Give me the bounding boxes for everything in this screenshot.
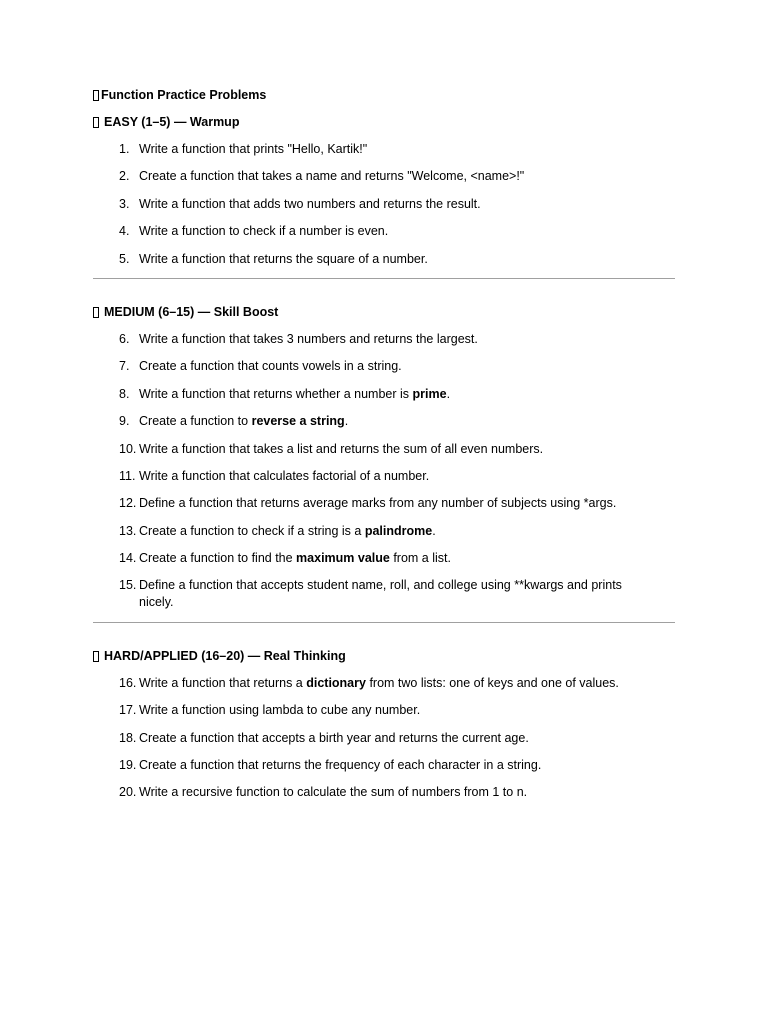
- problem-list-medium: [93, 331, 675, 612]
- item-text-plain-after: .: [446, 386, 451, 401]
- section-heading-medium: [93, 304, 675, 321]
- item-text: [139, 495, 659, 512]
- item-text: [139, 730, 659, 747]
- item-text-bold: dictionary: [306, 675, 366, 690]
- item-number: [93, 251, 139, 268]
- section-heading-easy: [93, 114, 675, 131]
- item-text: [139, 413, 659, 430]
- item-number-text: 13.: [119, 523, 137, 538]
- item-text: [139, 141, 659, 158]
- list-item: [93, 495, 675, 512]
- section-divider: [93, 278, 675, 279]
- item-text: [139, 468, 659, 485]
- item-text: [139, 441, 659, 458]
- item-text-plain: Write a function that returns whether a number is: [139, 386, 413, 401]
- item-text-plain: Write a function that calculates factorial of a number.: [139, 468, 430, 483]
- item-text: [139, 784, 659, 801]
- item-number-text: 5.: [119, 251, 130, 266]
- problem-list-easy: [93, 141, 675, 268]
- missing-glyph-icon: [93, 90, 99, 101]
- item-text: [139, 386, 659, 403]
- item-number: [93, 141, 139, 158]
- item-number-text: 11.: [119, 468, 136, 483]
- section-heading-text: EASY (1–5) — Warmup: [104, 115, 240, 129]
- item-text-plain-after: from two lists: one of keys and one of values.: [365, 675, 619, 690]
- item-number-text: 9.: [119, 414, 130, 429]
- item-text-plain: Define a function that returns average marks from any number of subjects using *args.: [139, 496, 617, 511]
- item-text: [139, 358, 659, 375]
- item-text-plain: Define a function that accepts student name, roll, and college using **kwargs and prints nicely.: [139, 578, 622, 610]
- list-item: [93, 386, 675, 403]
- item-number-text: 17.: [119, 703, 137, 718]
- item-text-bold: prime: [412, 386, 447, 401]
- item-number: [93, 523, 139, 540]
- item-number: [93, 675, 139, 692]
- item-number-text: 16.: [119, 675, 137, 690]
- list-item: [93, 730, 675, 747]
- item-number-text: 2.: [119, 169, 130, 184]
- item-number: [93, 577, 139, 611]
- list-item: [93, 784, 675, 801]
- item-text: [139, 223, 659, 240]
- item-text-plain: Create a function to find the: [139, 551, 297, 566]
- item-text-plain: Create a function to check if a string is a: [139, 523, 365, 538]
- item-number-text: 8.: [119, 386, 130, 401]
- item-number-text: 1.: [119, 142, 130, 156]
- item-text-plain: Create a function that accepts a birth year and returns the current age.: [139, 730, 529, 745]
- missing-glyph-icon: [93, 307, 99, 318]
- item-text: [139, 550, 659, 567]
- section-divider: [93, 622, 675, 623]
- item-number: [93, 358, 139, 375]
- item-number: [93, 386, 139, 403]
- list-item: [93, 251, 675, 268]
- item-number-text: 6.: [119, 331, 130, 346]
- item-number: [93, 757, 139, 774]
- item-text-plain: Write a function that takes a list and returns the sum of all even numbers.: [139, 441, 544, 456]
- item-text: [139, 675, 659, 692]
- item-number-text: 20.: [119, 785, 137, 800]
- item-text-plain: Write a function that takes 3 numbers and returns the largest.: [139, 331, 478, 346]
- missing-glyph-icon: [93, 117, 99, 128]
- item-text-plain: Write a recursive function to calculate the sum of numbers from 1 to n.: [139, 785, 528, 800]
- item-text-plain: Write a function that prints "Hello, Kartik!": [139, 142, 368, 156]
- list-item: [93, 577, 675, 611]
- item-text: [139, 196, 659, 213]
- item-text-plain-after: .: [432, 523, 436, 538]
- item-text: [139, 757, 659, 774]
- item-number-text: 4.: [119, 224, 130, 239]
- item-text-plain: Write a function that returns a: [139, 675, 307, 690]
- item-text-bold: maximum value: [296, 551, 390, 566]
- item-number-text: 14.: [119, 551, 137, 566]
- list-item: [93, 757, 675, 774]
- item-text-plain: Write a function that returns the square of a number.: [139, 251, 428, 266]
- item-text: [139, 577, 659, 611]
- item-number-text: 3.: [119, 196, 130, 211]
- item-text: [139, 523, 659, 540]
- item-text-plain: Write a function that adds two numbers and returns the result.: [139, 196, 481, 211]
- item-text-plain-after: from a list.: [389, 551, 451, 566]
- item-text: [139, 702, 659, 719]
- list-item: [93, 223, 675, 240]
- item-number: [93, 331, 139, 348]
- list-item: [93, 523, 675, 540]
- missing-glyph-icon: [93, 651, 99, 662]
- section-heading-text: MEDIUM (6–15) — Skill Boost: [104, 304, 279, 319]
- list-item: [93, 168, 675, 185]
- list-item: [93, 675, 675, 692]
- item-number-text: 15.: [119, 578, 137, 593]
- item-number: [93, 702, 139, 719]
- item-text-plain: Create a function that counts vowels in a string.: [139, 359, 402, 374]
- item-number: [93, 413, 139, 430]
- item-text-plain-after: .: [344, 414, 349, 429]
- list-item: [93, 441, 675, 458]
- item-number: [93, 550, 139, 567]
- item-number: [93, 223, 139, 240]
- item-number-text: 18.: [119, 730, 137, 745]
- item-number: [93, 468, 139, 485]
- item-text-plain: Write a function to check if a number is even.: [139, 224, 389, 239]
- item-number: [93, 495, 139, 512]
- list-item: [93, 468, 675, 485]
- item-text-bold: reverse a string: [251, 414, 345, 429]
- item-number-text: 12.: [119, 496, 137, 511]
- item-number: [93, 196, 139, 213]
- item-number-text: 19.: [119, 758, 137, 773]
- item-number: [93, 730, 139, 747]
- item-text-plain: Write a function using lambda to cube any number.: [139, 703, 421, 718]
- document-title-text: Function Practice Problems: [101, 88, 267, 102]
- list-item: [93, 413, 675, 430]
- item-text-bold: palindrome: [364, 523, 433, 538]
- problem-list-hard: [93, 675, 675, 802]
- section-heading-hard: [93, 648, 675, 665]
- item-number: [93, 168, 139, 185]
- list-item: [93, 358, 675, 375]
- item-number: [93, 441, 139, 458]
- list-item: [93, 550, 675, 567]
- item-number-text: 7.: [119, 359, 130, 374]
- list-item: [93, 196, 675, 213]
- section-heading-text: HARD/APPLIED (16–20) — Real Thinking: [104, 648, 346, 663]
- list-item: [93, 141, 675, 158]
- list-item: [93, 331, 675, 348]
- item-number: [93, 784, 139, 801]
- item-text-plain: Create a function that takes a name and returns "Welcome, <name>!": [139, 169, 525, 184]
- list-item: [93, 702, 675, 719]
- document-title: [93, 87, 675, 104]
- item-text: [139, 251, 659, 268]
- item-text: [139, 331, 659, 348]
- item-number-text: 10.: [119, 441, 137, 456]
- item-text: [139, 168, 659, 185]
- item-text-plain: Create a function that returns the frequency of each character in a string.: [139, 758, 542, 773]
- item-text-plain: Create a function to: [139, 414, 252, 429]
